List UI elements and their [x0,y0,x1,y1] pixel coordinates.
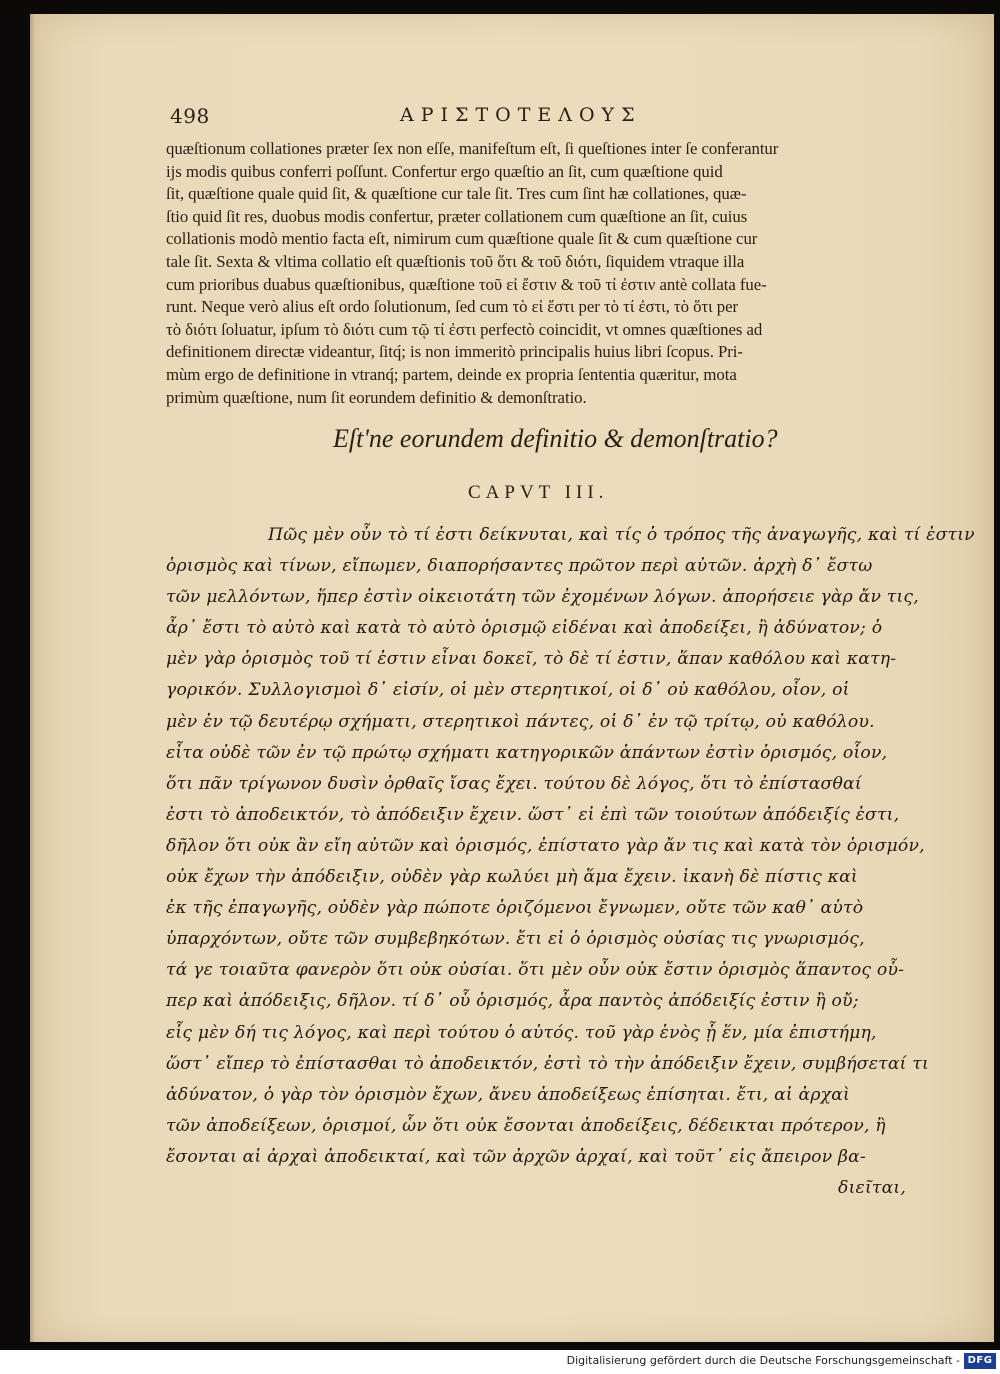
greek-line: τῶν ἀποδείξεων, ὁρισμοί, ὧν ὅτι οὐκ ἔσονται ἀποδείξεις, δέδεικται πρότερον, ἢ [166,1115,886,1136]
greek-line: μὲν γὰρ ὁρισμὸς τοῦ τί ἐστιν εἶναι δοκεῖ, τὸ δὲ τί ἐστιν, ἅπαν καθόλου καὶ κατη- [166,649,897,670]
funding-notice: Digitalisierung gefördert durch die Deutsche Forschungsgemeinschaft - [566,1354,960,1367]
greek-line: μὲν ἐν τῷ δευτέρῳ σχήματι, στερητικοὶ πάντες, οἱ δ᾽ ἐν τῷ τρίτῳ, οὐ καθόλου. [166,711,875,732]
page-gutter-shadow [30,14,35,1342]
greek-line: ἐκ τῆς ἐπαγωγῆς, οὐδὲν γὰρ πώποτε ὁριζόμενοι ἔγνωμεν, οὔτε τῶν καθ᾽ αὑτὸ [166,898,864,919]
greek-line: ἀδύνατον, ὁ γὰρ τὸν ὁρισμὸν ἔχων, ἄνευ ἀποδείξεως ἐπίσηται. ἔτι, αἱ ἀρχαὶ [166,1084,850,1105]
rubric-line: primùm quæſtione, num ſit eorundem definitio & demonſtratio. [166,387,587,407]
greek-line: οὐκ ἔχων τὴν ἀπόδειξιν, οὐδὲν γὰρ κωλύει μὴ ἅμα ἔχειν. ἱκανὴ δὲ πίστις καὶ [166,867,858,888]
greek-line: ἔσονται αἱ ἀρχαὶ ἀποδεικταί, καὶ τῶν ἀρχῶν ἀρχαί, καὶ τοῦτ᾽ εἰς ἄπειρον βα- [166,1146,866,1167]
rubric-line: quæſtionum collationes præter ſex non eſſe, manifeſtum eſt, ſi queſtiones inter ſe conferantur [166,139,779,158]
dfg-logo-icon: DFG [964,1353,996,1369]
greek-line: τῶν μελλόντων, ἥπερ ἐστὶν οἰκειοτάτη τῶν ἐχομένων λόγων. ἀπορήσειε γὰρ ἄν τις, [166,587,919,608]
section-heading: Eſt'ne eorundem definitio & demonſtratio? [333,424,778,453]
greek-body-text [166,520,975,1204]
rubric-line: cum prioribus duabus quæſtionibus, quæſtione τοῦ εἰ ἔστιν & τοῦ τί ἐστιν antè collata fue- [166,274,767,294]
greek-line: εἷς μὲν δή τις λόγος, καὶ περὶ τούτου ὁ αὐτός. τοῦ γὰρ ἑνὸς ᾗ ἕν, μία ἐπιστήμη, [166,1022,877,1043]
rubric-line: ſtio quid ſit res, duobus modis confertur, præter collationem cum quæſtione an ſit, cuius [166,206,748,226]
rubric-line: collationis modò mentio facta eſt, nimirum cum quæſtione quale ſit & cum quæſtione cur [166,229,758,249]
greek-line: εἶτα οὐδὲ τῶν ἐν τῷ πρώτῳ σχήματι κατηγορικῶν ἁπάντων ἐστὶν ὁρισμός, οἷον, [166,742,888,763]
greek-line: ὅτι πᾶν τρίγωνον δυσὶν ὀρθαῖς ἴσας ἔχει. τούτου δὲ λόγος, ὅτι τὸ ἐπίστασθαί [166,773,862,794]
greek-catchword: διεῖται, [838,1177,906,1198]
greek-line: Πῶς μὲν οὖν τὸ τί ἐστι δείκνυται, καὶ τίς ὁ τρόπος τῆς ἀναγωγῆς, καὶ τί ἐστιν [268,525,975,545]
greek-line: δῆλον ὅτι οὐκ ἂν εἴη αὐτῶν καὶ ὁρισμός, ἐπίστατο γὰρ ἄν τις καὶ κατὰ τὸν ὁρισμόν, [166,835,925,856]
rubric-line: ijs modis quibus conferri poſſunt. Confertur ergo quæſtio an ſit, cum quæſtione quid [166,161,723,181]
rubric-line: definitionem directæ videantur, ſitq́; is non immeritò principalis huius libri ſcopus. Pri- [166,342,743,362]
rubric-line: runt. Neque verò alius eſt ordo ſolutionum, ſed cum τὸ εἰ ἔστι per τὸ τί ἐστι, τὸ ὅτι per [166,297,739,317]
greek-line: ὥστ᾽ εἴπερ τὸ ἐπίστασθαι τὸ ἀποδεικτόν, ἐστὶ τὸ τὴν ἀπόδειξιν ἔχειν, συμβήσεταί τι [166,1053,929,1074]
greek-line: ὑπαρχόντων, οὔτε τῶν συμβεβηκότων. ἔτι εἰ ὁ ὁρισμὸς οὐσίας τις γνωρισμός, [166,929,865,950]
greek-line: ὁρισμὸς καὶ τίνων, εἴπωμεν, διαπορήσαντες πρῶτον περὶ αὐτῶν. ἀρχὴ δ᾽ ἔστω [166,556,873,577]
page-number: 498 [170,104,210,128]
rubric-line: ſit, quæſtione quale quid ſit, & quæſtione cur tale ſit. Tres cum ſint hæ collationes, quæ- [166,184,747,204]
running-title: ΑΡΙΣΤΟΤΕΛΟΥΣ [400,104,642,126]
greek-line: γορικόν. Συλλογισμοὶ δ᾽ εἰσίν, οἱ μὲν στερητικοί, οἱ δ᾽ οὐ καθόλου, οἷον, οἱ [166,680,850,701]
rubric-line: mùm ergo de definitione in vtranq́; partem, deinde ex propria ſententia quæritur, mota [166,364,737,384]
greek-line: τά γε τοιαῦτα φανερὸν ὅτι οὐκ οὐσίαι. ὅτι μὲν οὖν οὐκ ἔστιν ὁρισμὸς ἅπαντος οὗ- [166,960,905,981]
greek-line: ἆρ᾽ ἔστι τὸ αὐτὸ καὶ κατὰ τὸ αὐτὸ ὁρισμῷ εἰδέναι καὶ ἀποδείξει, ἢ ἀδύνατον; ὁ [166,618,883,639]
running-head [170,104,810,134]
rubric-line: tale ſit. Sexta & vltima collatio eſt quæſtionis τοῦ ὅτι & τοῦ διότι, ſiquidem vtraque illa [166,251,745,271]
greek-line: περ καὶ ἀπόδειξις, δῆλον. τί δ᾽ οὗ ὁρισμός, ἆρα παντὸς ἀπόδειξίς ἐστιν ἢ οὔ; [166,991,859,1012]
rubric-line: τὸ διότι ſoluatur, ipſum τὸ διότι cum τῷ τί ἐστι perfectò coincidit, vt omnes quæſtiones ad [166,319,763,339]
chapter-label: CAPVT III. [468,482,609,503]
footer-bar [0,1350,1000,1374]
greek-line: ἐστι τὸ ἀποδεικτόν, τὸ ἀπόδειξιν ἔχειν. ὥστ᾽ εἰ ἐπὶ τῶν τοιούτων ἀπόδειξίς ἐστι, [166,804,900,825]
latin-rubric [166,138,898,409]
